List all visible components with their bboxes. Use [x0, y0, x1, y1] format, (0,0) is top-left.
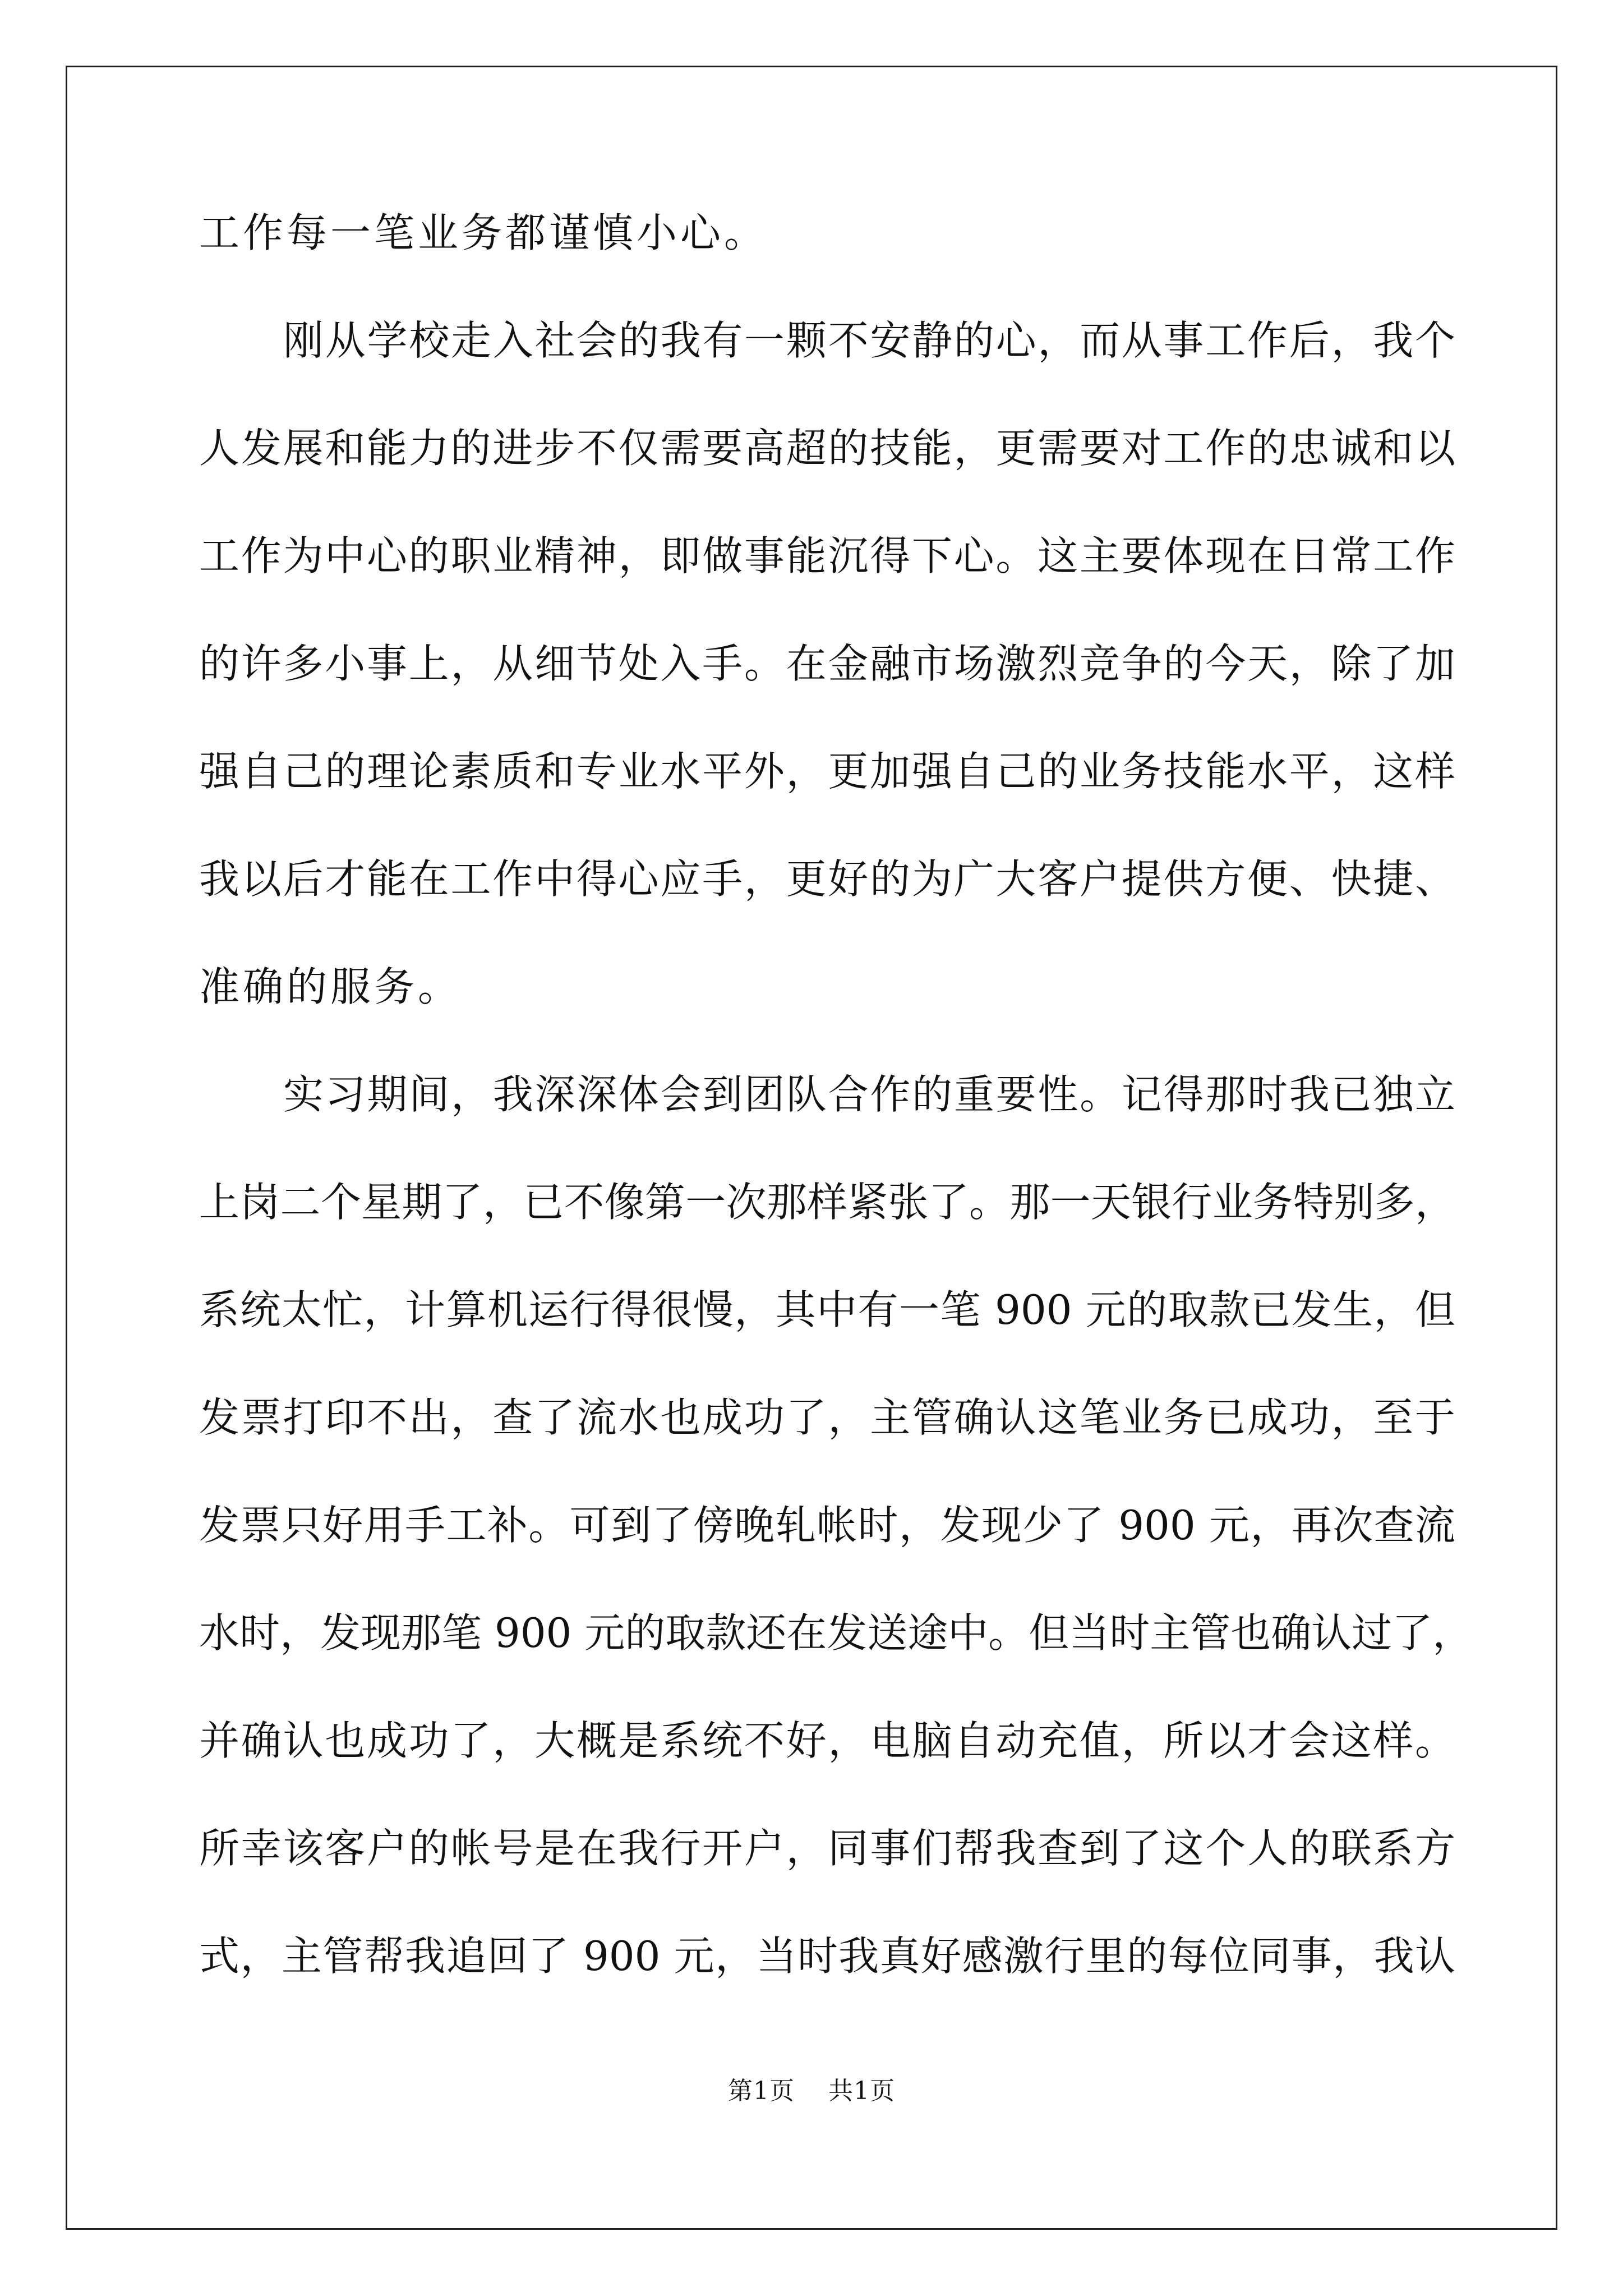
text-line: 所幸该客户的帐号是在我行开户，同事们帮我查到了这个人的联系方	[199, 1825, 1455, 1872]
page-border	[66, 66, 1557, 2230]
text-line: 工作为中心的职业精神，即做事能沉得下心。这主要体现在日常工作	[199, 532, 1455, 579]
text-line: 我以后才能在工作中得心应手，更好的为广大客户提供方便、快捷、	[199, 855, 1455, 903]
text-line: 实习期间，我深深体会到团队合作的重要性。记得那时我已独立	[283, 1071, 1455, 1118]
text-line: 的许多小事上，从细节处入手。在金融市场激烈竞争的今天，除了加	[199, 640, 1455, 687]
page-number: 第1页	[728, 2077, 795, 2105]
text-line: 人发展和能力的进步不仅需要高超的技能，更需要对工作的忠诚和以	[199, 425, 1455, 472]
page-footer	[0, 2074, 1623, 2108]
text-line: 准确的服务。	[199, 963, 462, 1010]
text-line: 系统太忙，计算机运行得很慢，其中有一笔 900 元的取款已发生，但	[199, 1286, 1455, 1333]
text-line: 发票只好用手工补。可到了傍晚轧帐时，发现少了 900 元，再次查流	[199, 1502, 1455, 1549]
text-line: 发票打印不出，查了流水也成功了，主管确认这笔业务已成功，至于	[199, 1394, 1455, 1441]
text-line: 水时，发现那笔 900 元的取款还在发送途中。但当时主管也确认过了，	[199, 1609, 1473, 1657]
page-total: 共1页	[828, 2077, 895, 2105]
text-line: 工作每一笔业务都谨慎小心。	[199, 209, 768, 256]
text-line: 强自己的理论素质和专业水平外，更加强自己的业务技能水平，这样	[199, 748, 1455, 795]
text-line: 上岗二个星期了，已不像第一次那样紧张了。那一天银行业务特别多，	[199, 1179, 1455, 1226]
text-line: 并确认也成功了，大概是系统不好，电脑自动充值，所以才会这样。	[199, 1717, 1455, 1764]
text-line: 刚从学校走入社会的我有一颗不安静的心，而从事工作后，我个	[283, 317, 1455, 364]
text-line: 式，主管帮我追回了 900 元，当时我真好感激行里的每位同事，我认	[199, 1932, 1455, 1980]
